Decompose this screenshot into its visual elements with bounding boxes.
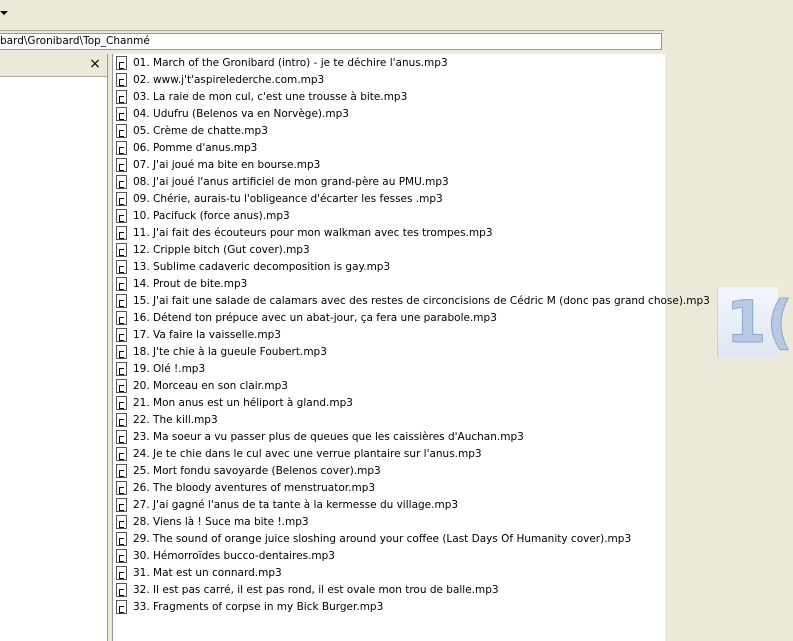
file-item[interactable] (115, 446, 710, 463)
folders-pane-header (0, 54, 107, 77)
file-name: 23. Ma soeur a vu passer plus de queues que les caissières d'Auchan.mp3 (133, 431, 524, 443)
file-name: 07. J'ai joué ma bite en bourse.mp3 (133, 159, 321, 171)
file-name: 25. Mort fondu savoyarde (Belenos cover).mp3 (133, 465, 381, 477)
audio-file-icon (116, 532, 127, 546)
toolbar (0, 0, 664, 31)
file-name: 31. Mat est un connard.mp3 (133, 567, 282, 579)
file-item[interactable] (115, 157, 710, 174)
address-input[interactable]: bard\Gronibard\Top_Chanmé (0, 33, 662, 50)
file-item[interactable] (115, 89, 710, 106)
file-item[interactable] (115, 344, 710, 361)
file-item[interactable] (115, 242, 710, 259)
file-item[interactable] (115, 55, 710, 72)
file-name: 04. Udufru (Belenos va en Norvège).mp3 (133, 108, 349, 120)
file-name: 30. Hémorroïdes bucco-dentaires.mp3 (133, 550, 335, 562)
file-item[interactable] (115, 174, 710, 191)
file-item[interactable] (115, 123, 710, 140)
audio-file-icon (116, 345, 127, 359)
file-name: 24. Je te chie dans le cul avec une verrue plantaire sur l'anus.mp3 (133, 448, 482, 460)
file-name: 06. Pomme d'anus.mp3 (133, 142, 258, 154)
audio-file-icon (116, 464, 127, 478)
file-item[interactable] (115, 565, 710, 582)
file-name: 14. Prout de bite.mp3 (133, 278, 248, 290)
file-item[interactable] (115, 480, 710, 497)
audio-file-icon (116, 549, 127, 563)
audio-file-icon (116, 260, 127, 274)
file-name: 17. Va faire la vaisselle.mp3 (133, 329, 281, 341)
dropdown-arrow-icon[interactable] (0, 11, 8, 15)
audio-file-icon (116, 141, 127, 155)
overlay-badge (717, 287, 793, 357)
file-item[interactable] (115, 106, 710, 123)
file-item[interactable] (115, 378, 710, 395)
file-name: 03. La raie de mon cul, c'est une trousse à bite.mp3 (133, 91, 408, 103)
file-name: 21. Mon anus est un héliport à gland.mp3 (133, 397, 353, 409)
close-icon[interactable]: × (89, 56, 101, 72)
audio-file-icon (116, 243, 127, 257)
file-name: 02. www.j't'aspirelederche.com.mp3 (133, 74, 325, 86)
audio-file-icon (116, 158, 127, 172)
audio-file-icon (116, 56, 127, 70)
file-name: 01. March of the Gronibard (intro) - je te déchire l'anus.mp3 (133, 57, 448, 69)
audio-file-icon (116, 481, 127, 495)
file-name: 33. Fragments of corpse in my Bick Burger.mp3 (133, 601, 384, 613)
audio-file-icon (116, 583, 127, 597)
audio-file-icon (116, 566, 127, 580)
file-name: 16. Détend ton prépuce avec un abat-jour, ça fera une parabole.mp3 (133, 312, 497, 324)
file-name: 32. Il est pas carré, il est pas rond, il est ovale mon trou de balle.mp3 (133, 584, 499, 596)
file-name: 26. The bloody aventures of menstruator.mp3 (133, 482, 376, 494)
file-name: 28. Viens là ! Suce ma bite !.mp3 (133, 516, 309, 528)
file-item[interactable] (115, 259, 710, 276)
audio-file-icon (116, 447, 127, 461)
address-bar (0, 33, 664, 51)
file-name: 29. The sound of orange juice sloshing around your coffee (Last Days Of Humanity cover).mp3 (133, 533, 632, 545)
audio-file-icon (116, 175, 127, 189)
audio-file-icon (116, 294, 127, 308)
file-name: 10. Pacifuck (force anus).mp3 (133, 210, 290, 222)
file-name: 27. J'ai gagné l'anus de ta tante à la kermesse du village.mp3 (133, 499, 459, 511)
audio-file-icon (116, 328, 127, 342)
audio-file-icon (116, 498, 127, 512)
file-item[interactable] (115, 310, 710, 327)
audio-file-icon (116, 209, 127, 223)
audio-file-icon (116, 600, 127, 614)
folders-pane (0, 54, 108, 641)
file-item[interactable] (115, 531, 710, 548)
file-item[interactable] (115, 395, 710, 412)
file-list (115, 55, 710, 616)
file-item[interactable] (115, 548, 710, 565)
file-name: 19. Olé !.mp3 (133, 363, 206, 375)
file-item[interactable] (115, 497, 710, 514)
file-item[interactable] (115, 361, 710, 378)
audio-file-icon (116, 90, 127, 104)
file-item[interactable] (115, 293, 710, 310)
file-name: 22. The kill.mp3 (133, 414, 218, 426)
file-name: 13. Sublime cadaveric decomposition is gay.mp3 (133, 261, 391, 273)
file-item[interactable] (115, 429, 710, 446)
file-name: 20. Morceau en son clair.mp3 (133, 380, 288, 392)
audio-file-icon (116, 124, 127, 138)
audio-file-icon (116, 73, 127, 87)
file-name: 18. J'te chie à la gueule Foubert.mp3 (133, 346, 327, 358)
audio-file-icon (116, 362, 127, 376)
audio-file-icon (116, 413, 127, 427)
file-name: 11. J'ai fait des écouteurs pour mon walkman avec tes trompes.mp3 (133, 227, 493, 239)
file-name: 05. Crème de chatte.mp3 (133, 125, 268, 137)
audio-file-icon (116, 226, 127, 240)
file-item[interactable] (115, 276, 710, 293)
file-item[interactable] (115, 225, 710, 242)
file-list-pane (112, 54, 793, 641)
audio-file-icon (116, 396, 127, 410)
file-item[interactable] (115, 599, 710, 616)
audio-file-icon (116, 430, 127, 444)
file-item[interactable] (115, 582, 710, 599)
file-item[interactable] (115, 463, 710, 480)
audio-file-icon (116, 277, 127, 291)
file-item[interactable] (115, 140, 710, 157)
audio-file-icon (116, 379, 127, 393)
audio-file-icon (116, 311, 127, 325)
file-item[interactable] (115, 191, 710, 208)
file-item[interactable] (115, 514, 710, 531)
file-item[interactable] (115, 72, 710, 89)
file-name: 15. J'ai fait une salade de calamars avec des restes de circoncisions de Cédric M (donc pas grand chose).mp3 (133, 295, 710, 307)
audio-file-icon (116, 192, 127, 206)
file-item[interactable] (115, 327, 710, 344)
overlay-badge-text: 1( (726, 288, 793, 356)
file-name: 12. Cripple bitch (Gut cover).mp3 (133, 244, 310, 256)
audio-file-icon (116, 107, 127, 121)
file-name: 09. Chérie, aurais-tu l'obligeance d'écarter les fesses .mp3 (133, 193, 443, 205)
file-item[interactable] (115, 208, 710, 225)
file-item[interactable] (115, 412, 710, 429)
file-name: 08. J'ai joué l'anus artificiel de mon grand-père au PMU.mp3 (133, 176, 449, 188)
audio-file-icon (116, 515, 127, 529)
